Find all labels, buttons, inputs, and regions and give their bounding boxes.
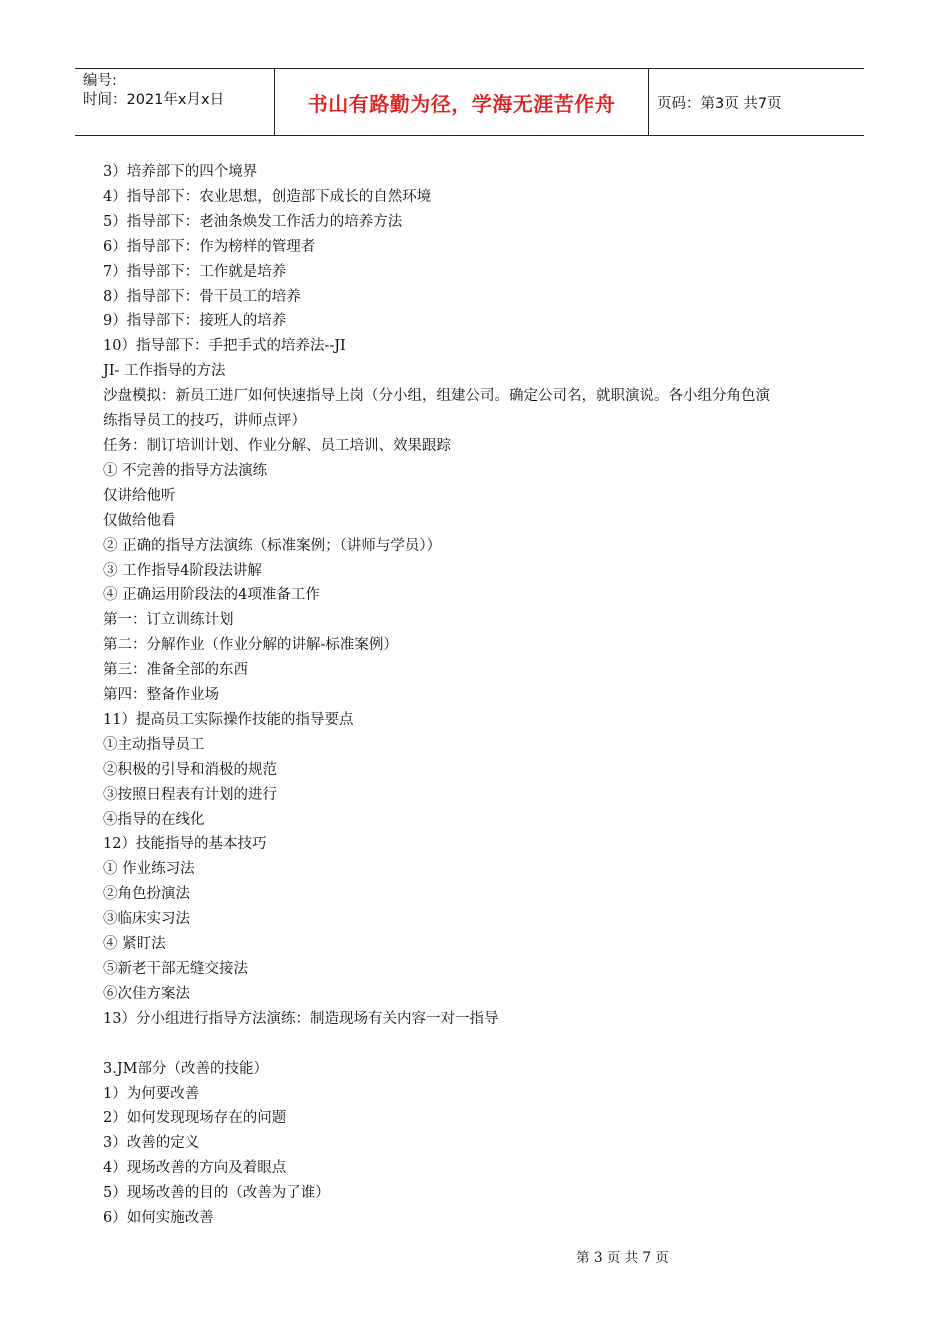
text-line: 仅讲给他听	[103, 487, 176, 504]
text-line: 1）为何要改善	[103, 1085, 200, 1102]
text-line: 6）指导部下：作为榜样的管理者	[103, 238, 316, 255]
text-line: ① 不完善的指导方法演练	[103, 462, 268, 479]
text-line: 2）如何发现现场存在的问题	[103, 1110, 287, 1127]
text-line: 9）指导部下：接班人的培养	[103, 313, 287, 330]
text-line: ⑤新老干部无缝交接法	[103, 961, 248, 977]
text-line: 3.JM部分（改善的技能）	[103, 1060, 268, 1077]
header-motto-cell	[275, 69, 649, 135]
motto-text: 书山有路勤为径，学海无涯苦作舟	[307, 91, 616, 116]
text-line: ②角色扮演法	[103, 886, 190, 903]
text-line	[103, 1032, 843, 1057]
text-line: ④ 正确运用阶段法的4项准备工作	[103, 587, 320, 604]
text-line: 第一：订立训练计划	[103, 612, 234, 629]
text-line: 13）分小组进行指导方法演练：制造现场有关内容一对一指导	[103, 1010, 499, 1027]
text-line: 8）指导部下：骨干员工的培养	[103, 288, 301, 305]
header-page-cell	[649, 69, 864, 135]
text-line: 4）指导部下：农业思想，创造部下成长的自然环境	[103, 188, 432, 205]
text-line: ②积极的引导和消极的规范	[103, 761, 277, 778]
text-line: ④指导的在线化	[103, 811, 205, 828]
text-line: 6）如何实施改善	[103, 1210, 214, 1227]
text-line: 5）现场改善的目的（改善为了谁）	[103, 1185, 330, 1202]
header-table	[75, 68, 864, 136]
text-line: ①主动指导员工	[103, 736, 205, 753]
text-line: 12）技能指导的基本技巧	[103, 836, 267, 853]
text-line: 3）改善的定义	[103, 1135, 200, 1152]
text-line: ④ 紧盯法	[103, 936, 166, 953]
footer-page-number: 第 3 页 共 7 页	[576, 1250, 669, 1266]
page-info: 页码：第3页 共7页	[657, 95, 782, 112]
text-line: JI- 工作指导的方法	[103, 363, 226, 380]
text-line: 任务：制订培训计划、作业分解、员工培训、效果跟踪	[103, 437, 451, 454]
text-line: ③临床实习法	[103, 911, 190, 928]
document-body	[103, 160, 843, 1231]
time-label: 时间：2021年x月x日	[83, 92, 225, 108]
header-meta-cell	[75, 69, 275, 135]
number-label: 编号:	[83, 73, 117, 89]
text-line: ③按照日程表有计划的进行	[103, 786, 277, 803]
text-line: 第三：准备全部的东西	[103, 662, 248, 679]
text-line: 仅做给他看	[103, 512, 176, 529]
text-line: 3）培养部下的四个境界	[103, 164, 258, 180]
text-line: 练指导员工的技巧，讲师点评）	[103, 413, 306, 430]
text-line: 4）现场改善的方向及着眼点	[103, 1160, 287, 1177]
text-line: 沙盘模拟：新员工进厂如何快速指导上岗（分小组，组建公司。确定公司名，就职演说。各小组分角色演	[103, 388, 770, 405]
text-line: ② 正确的指导方法演练（标准案例；（讲师与学员））	[103, 537, 442, 554]
text-line: ① 作业练习法	[103, 861, 195, 878]
text-line: 10）指导部下：手把手式的培养法--JI	[103, 338, 346, 355]
page-footer	[0, 1246, 950, 1266]
text-line: 第二：分解作业（作业分解的讲解-标准案例）	[103, 637, 398, 654]
text-line: 第四：整备作业场	[103, 687, 219, 704]
text-line: ⑥次佳方案法	[103, 985, 190, 1002]
text-line: 5）指导部下：老油条焕发工作活力的培养方法	[103, 213, 403, 230]
text-line: 11）提高员工实际操作技能的指导要点	[103, 711, 354, 728]
text-line: ③ 工作指导4阶段法讲解	[103, 562, 262, 579]
text-line: 7）指导部下：工作就是培养	[103, 263, 287, 280]
